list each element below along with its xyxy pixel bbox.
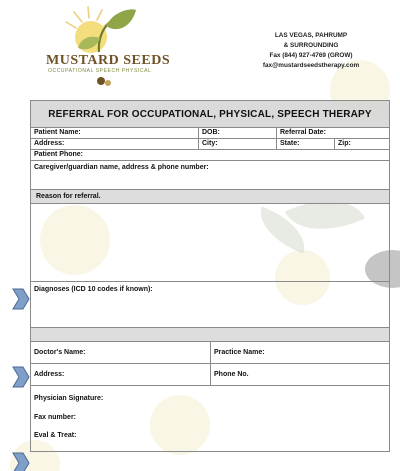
doctor-address-row <box>31 364 389 386</box>
location-line-1: LAS VEGAS, PAHRUMP <box>274 32 348 39</box>
physician-section-header <box>31 328 389 342</box>
diagnoses-label: Diagnoses (ICD 10 codes if known): <box>34 286 153 293</box>
zip-field[interactable]: Zip: <box>338 140 351 147</box>
doctor-row <box>31 342 389 364</box>
city-field[interactable]: City: <box>199 139 277 149</box>
eval-treat-field[interactable]: Eval & Treat: <box>34 432 77 439</box>
brand-name: MUSTARD SEEDS <box>46 53 171 68</box>
form-title: REFERRAL FOR OCCUPATIONAL, PHYSICAL, SPEECH THERAPY <box>31 101 389 128</box>
patient-name-field[interactable]: Patient Name: <box>31 128 199 138</box>
practice-name-field[interactable]: Practice Name: <box>214 349 265 356</box>
patient-phone-field[interactable]: Patient Phone: <box>34 151 84 158</box>
referral-date-field[interactable]: Referral Date: <box>280 129 326 136</box>
reason-header: Reason for referral. <box>31 190 389 204</box>
contact-block <box>236 31 386 71</box>
location-line-2: & SURROUNDING <box>283 42 339 49</box>
doctor-name-field[interactable]: Doctor's Name: <box>31 342 211 363</box>
patient-row <box>31 128 389 139</box>
mustard-seeds-logo <box>44 4 154 96</box>
address-row <box>31 139 389 150</box>
caregiver-row <box>31 161 389 190</box>
fax-number-field[interactable]: Fax number: <box>34 414 77 421</box>
email-line: fax@mustardseedstherapy.com <box>262 62 360 69</box>
chevron-right-icon <box>12 288 30 310</box>
reason-field[interactable] <box>31 204 389 282</box>
doctor-address-field[interactable]: Address: <box>31 364 211 385</box>
fax-line: Fax (844) 927-4769 (GROW) <box>269 52 353 59</box>
brand-tagline: OCCUPATIONAL SPEECH PHYSICAL <box>48 68 152 74</box>
diagnoses-field[interactable] <box>31 282 389 328</box>
chevron-right-icon <box>12 366 30 388</box>
phone-row <box>31 150 389 161</box>
phone-number-field[interactable]: Phone No. <box>214 371 249 378</box>
address-field[interactable]: Address: <box>31 139 199 149</box>
caregiver-field[interactable]: Caregiver/guardian name, address & phone number: <box>34 164 209 171</box>
referral-form <box>30 100 390 452</box>
state-field[interactable]: State: <box>277 139 335 149</box>
dob-field[interactable]: DOB: <box>199 128 277 138</box>
chevron-right-icon <box>12 452 30 471</box>
signature-section <box>31 386 389 451</box>
physician-signature-field[interactable]: Physician Signature: <box>34 395 104 402</box>
